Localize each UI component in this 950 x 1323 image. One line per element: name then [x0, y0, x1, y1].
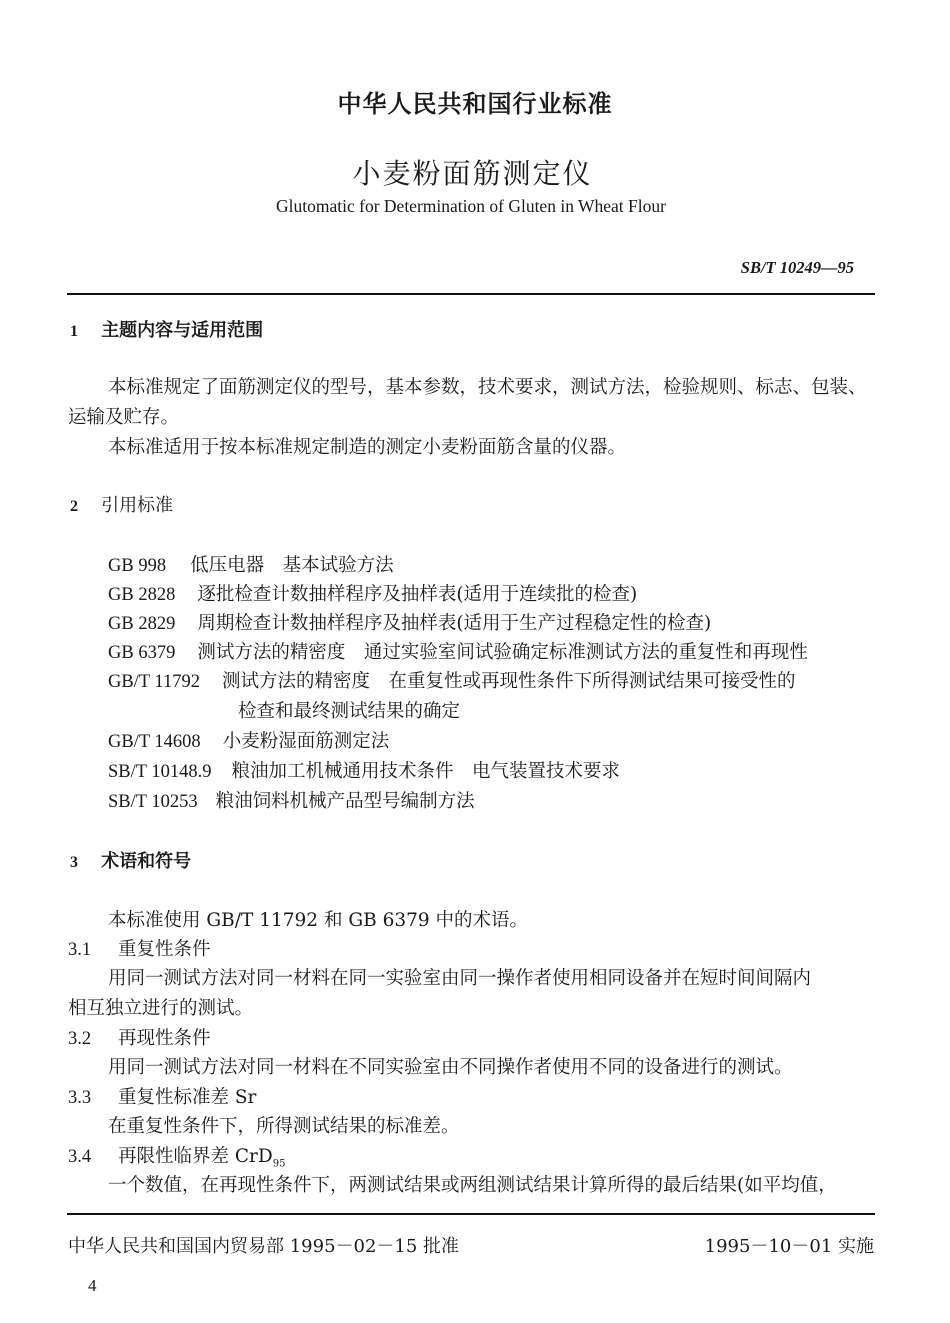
- section-number: 1: [70, 323, 78, 340]
- reference-title: 粮油加工机械通用技术条件 电气装置技术要求: [231, 761, 620, 782]
- reference-code: GB 2829: [108, 614, 176, 634]
- reference-item: [108, 787, 475, 813]
- reference-code: GB/T 14608: [108, 732, 201, 752]
- footer-approval: 中华人民共和国国内贸易部 1995－02－15 批准: [68, 1236, 460, 1257]
- reference-title: 测试方法的精密度 通过实验室间试验确定标准测试方法的重复性和再现性: [197, 642, 808, 663]
- reference-code: SB/T 10148.9: [108, 762, 212, 782]
- footer-effective-date: 1995－10－01 实施: [704, 1236, 874, 1257]
- reference-item: [108, 667, 796, 693]
- reference-code: GB 998: [108, 556, 167, 576]
- clause-3-3-heading: [68, 1083, 256, 1109]
- clause-number: 3.3: [68, 1088, 92, 1108]
- footer-rule: [67, 1213, 875, 1215]
- section-3-heading: [70, 847, 191, 873]
- clause-3-2-line1: 用同一测试方法对同一材料在不同实验室由不同操作者使用不同的设备进行的测试。: [108, 1057, 793, 1078]
- page-number: 4: [88, 1276, 97, 1295]
- section-title: 术语和符号: [101, 851, 192, 872]
- reference-item-continued: [238, 697, 460, 723]
- section-number: 2: [70, 498, 78, 515]
- section-number: 3: [70, 854, 78, 871]
- clause-title-subscript: 95: [272, 1158, 286, 1170]
- header-rule: [67, 293, 875, 295]
- reference-code: GB/T 11792: [108, 672, 200, 692]
- clause-3-2-heading: [68, 1024, 211, 1050]
- reference-code: GB 2828: [108, 585, 176, 605]
- section-1-heading: [70, 316, 263, 342]
- section-1-para1-line2: 运输及贮存。: [68, 407, 180, 428]
- reference-item: [108, 580, 637, 606]
- reference-title: 测试方法的精密度 在重复性或再现性条件下所得测试结果可接受性的: [222, 671, 796, 692]
- clause-3-1-line2: 相互独立进行的测试。: [68, 998, 254, 1019]
- reference-item: [108, 609, 711, 635]
- reference-item: [108, 638, 808, 664]
- clause-number: 3.2: [68, 1029, 92, 1049]
- reference-item: [108, 757, 620, 783]
- clause-title: 再现性条件: [118, 1028, 211, 1049]
- org-title: 中华人民共和国行业标准: [337, 90, 613, 118]
- reference-title: 逐批检查计数抽样程序及抽样表(适用于连续批的检查): [197, 584, 638, 605]
- clause-3-1-heading: [68, 935, 211, 961]
- section-1-para1-line1: 本标准规定了面筋测定仪的型号，基本参数，技术要求，测试方法，检验规则、标志、包装、: [108, 377, 867, 398]
- clause-number: 3.1: [68, 940, 92, 960]
- reference-title: 小麦粉湿面筋测定法: [222, 731, 390, 752]
- clause-title: 重复性条件: [118, 939, 211, 960]
- clause-3-1-line1: 用同一测试方法对同一材料在同一实验室由同一操作者使用相同设备并在短时间间隔内: [108, 968, 812, 989]
- reference-title: 粮油饲料机械产品型号编制方法: [215, 791, 475, 812]
- section-3-intro: 本标准使用 GB/T 11792 和 GB 6379 中的术语。: [108, 910, 529, 931]
- reference-item: [108, 727, 389, 753]
- page-subtitle-en: Glutomatic for Determination of Gluten in Wheat Flour: [276, 196, 666, 216]
- reference-title: 周期检查计数抽样程序及抽样表(适用于生产过程稳定性的检查): [197, 613, 712, 634]
- section-title: 主题内容与适用范围: [101, 320, 264, 341]
- reference-title: 低压电器 基本试验方法: [190, 555, 394, 576]
- clause-title: 重复性标准差 Sr: [118, 1087, 257, 1108]
- clause-3-4-heading: [68, 1142, 285, 1170]
- clause-3-4-line1: 一个数值，在再现性条件下，两测试结果或两组测试结果计算所得的最后结果(如平均值，: [108, 1175, 837, 1196]
- clause-3-3-line1: 在重复性条件下，所得测试结果的标准差。: [108, 1116, 460, 1137]
- section-2-heading: [70, 491, 173, 517]
- clause-number: 3.4: [68, 1147, 92, 1167]
- reference-code: GB 6379: [108, 643, 176, 663]
- section-title: 引用标准: [101, 495, 174, 516]
- page-title: 小麦粉面筋测定仪: [352, 157, 593, 190]
- reference-code: SB/T 10253: [108, 792, 198, 812]
- clause-title: 再限性临界差 CrD: [118, 1146, 273, 1167]
- standard-code: SB/T 10249—95: [740, 258, 854, 277]
- section-1-para2: 本标准适用于按本标准规定制造的测定小麦粉面筋含量的仪器。: [108, 437, 627, 458]
- reference-title: 检查和最终测试结果的确定: [238, 701, 461, 722]
- reference-item: [108, 551, 394, 577]
